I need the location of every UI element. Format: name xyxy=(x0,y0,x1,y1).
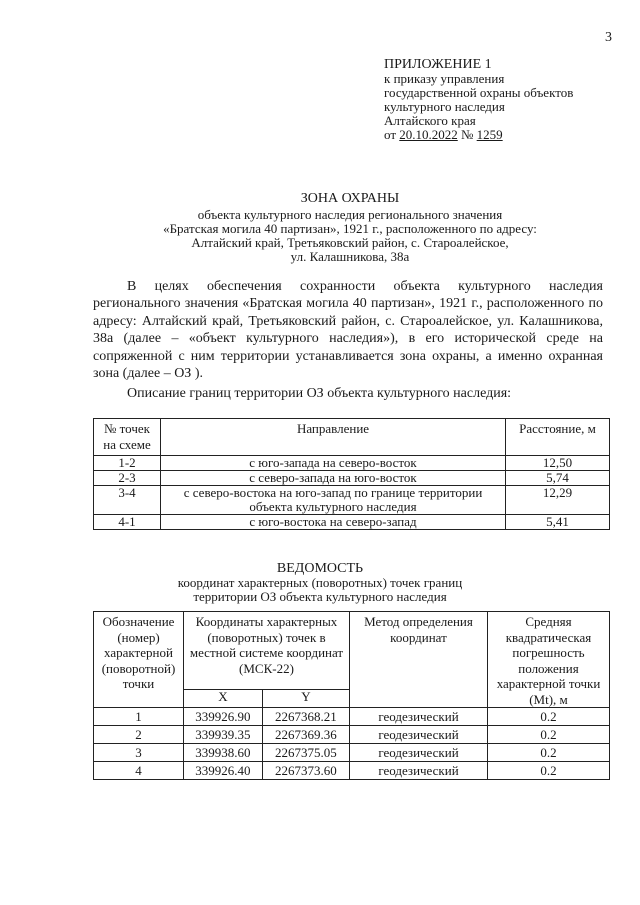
header-error: Средняя квадратическая погрешность положения характерной точки (Mt), м xyxy=(488,612,610,708)
cell-y: 2267369.36 xyxy=(262,726,349,744)
page-number: 3 xyxy=(605,30,612,45)
cell-method: геодезический xyxy=(350,744,488,762)
cell-x: 339939.35 xyxy=(184,726,263,744)
order-line xyxy=(384,128,573,142)
cell-method: геодезический xyxy=(350,708,488,726)
header-designation: Обозначение (номер) характерной (поворотной) точки xyxy=(94,612,184,708)
zone-line: объекта культурного наследия регионального значения xyxy=(197,207,503,222)
order-prefix: от xyxy=(384,127,397,142)
vedomost-line: координат характерных (поворотных) точек границ xyxy=(177,575,463,590)
cell-x: 339926.40 xyxy=(184,762,263,780)
zone-line: ул. Калашникова, 38а xyxy=(290,249,410,264)
cell-number: 1 xyxy=(94,708,184,726)
cell-method: геодезический xyxy=(350,762,488,780)
appendix-line: к приказу управления xyxy=(384,71,505,86)
table-row xyxy=(94,762,610,780)
table-row xyxy=(94,486,610,515)
cell-number: 4 xyxy=(94,762,184,780)
table-row xyxy=(94,744,610,762)
zone-heading: ЗОНА ОХРАНЫ xyxy=(300,191,400,206)
cell-distance: 12,29 xyxy=(506,486,610,515)
cell-error: 0.2 xyxy=(488,726,610,744)
zone-title-block xyxy=(0,192,640,264)
table-row xyxy=(94,726,610,744)
order-date: 20.10.2022 xyxy=(399,127,458,142)
table-header-row xyxy=(94,612,610,690)
cell-distance: 5,74 xyxy=(506,471,610,486)
cell-x: 339926.90 xyxy=(184,708,263,726)
cell-y: 2267375.05 xyxy=(262,744,349,762)
cell-points: 4-1 xyxy=(94,515,161,530)
vedomost-line: территории ОЗ объекта культурного наследия xyxy=(193,589,447,604)
header-y: Y xyxy=(262,690,349,708)
vedomost-title-block xyxy=(0,562,640,604)
cell-error: 0.2 xyxy=(488,744,610,762)
table-row xyxy=(94,708,610,726)
zone-line: «Братская могила 40 партизан», 1921 г., расположенного по адресу: xyxy=(163,221,537,236)
appendix-block xyxy=(384,58,573,142)
vedomost-heading: ВЕДОМОСТЬ xyxy=(276,561,364,576)
header-points: № точек на схеме xyxy=(94,419,161,456)
header-coordinates: Координаты характерных (поворотных) точек в местной системе координат (МСК-22) xyxy=(184,612,350,690)
cell-direction: с юго-востока на северо-запад xyxy=(161,515,506,530)
zone-line: Алтайский край, Третьяковский район, с. Староалейское, xyxy=(191,235,509,250)
table-header-row xyxy=(94,419,610,456)
cell-method: геодезический xyxy=(350,726,488,744)
order-sign: № xyxy=(461,127,474,142)
header-method: Метод определения координат xyxy=(350,612,488,708)
cell-distance: 12,50 xyxy=(506,456,610,471)
cell-error: 0.2 xyxy=(488,708,610,726)
cell-x: 339938.60 xyxy=(184,744,263,762)
cell-error: 0.2 xyxy=(488,762,610,780)
order-number: 1259 xyxy=(476,127,503,142)
header-direction: Направление xyxy=(161,419,506,456)
appendix-line: государственной охраны объектов xyxy=(384,85,574,100)
boundary-table xyxy=(93,418,610,530)
header-x: X xyxy=(184,690,263,708)
cell-direction: с северо-востока на юго-запад по границе территории объекта культурного наследия xyxy=(161,486,506,515)
cell-y: 2267373.60 xyxy=(262,762,349,780)
header-distance: Расстояние, м xyxy=(506,419,610,456)
intro-block xyxy=(93,278,603,403)
boundary-description: Описание границ территории ОЗ объекта культурного наследия: xyxy=(127,386,512,402)
coordinates-table xyxy=(93,611,610,780)
cell-points: 3-4 xyxy=(94,486,161,515)
cell-direction: с юго-запада на северо-восток xyxy=(161,456,506,471)
table-row xyxy=(94,515,610,530)
appendix-line: Алтайского края xyxy=(384,113,476,128)
cell-y: 2267368.21 xyxy=(262,708,349,726)
cell-points: 2-3 xyxy=(94,471,161,486)
table-row xyxy=(94,456,610,471)
cell-points: 1-2 xyxy=(94,456,161,471)
cell-distance: 5,41 xyxy=(506,515,610,530)
intro-paragraph: В целях обеспечения сохранности объекта культурного наследия регионального значения «Братская могила 40 партизан», 1921 г., расположенного по адресу: Алтайский край, Третьяковский район, с. Староалейское, ул. Калашникова, 38а (далее – «объект культурного наследия»), в его исторической среде на сопряженной с ним территории устанавливается зона охраны, а именно охранная зона (далее – ОЗ ). xyxy=(93,279,603,382)
appendix-title: ПРИЛОЖЕНИЕ 1 xyxy=(384,57,492,72)
table-row xyxy=(94,471,610,486)
cell-direction: с северо-запада на юго-восток xyxy=(161,471,506,486)
cell-number: 3 xyxy=(94,744,184,762)
cell-number: 2 xyxy=(94,726,184,744)
appendix-line: культурного наследия xyxy=(384,99,505,114)
